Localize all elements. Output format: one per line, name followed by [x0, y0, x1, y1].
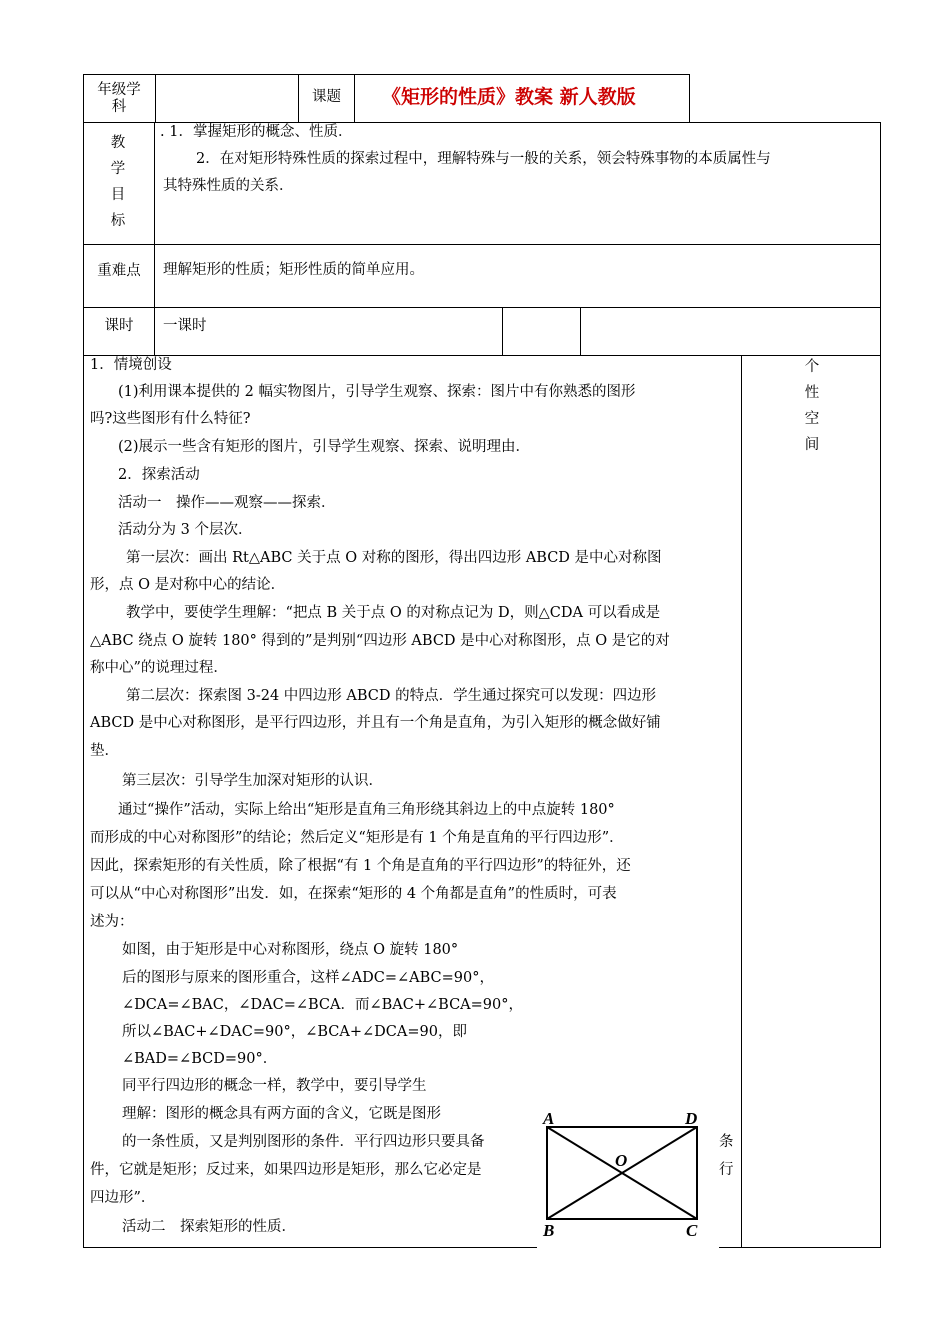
body-line: 活动二 探索矩形的性质．	[122, 1219, 296, 1235]
header-divider	[155, 74, 156, 123]
body-line: 同平行四边形的概念一样，教学中，要引导学生	[122, 1078, 427, 1094]
objectives-line: 其特殊性质的关系．	[163, 178, 294, 194]
objectives-label	[103, 130, 133, 234]
body-line: 所以∠BAC+∠DAC=90°，∠BCA+∠DCA=90，即	[122, 1024, 467, 1040]
body-line: 后的图形与原来的图形重合，这样∠ADC=∠ABC=90°，	[122, 970, 494, 986]
body-line: 述为：	[90, 914, 134, 930]
key-points-text: 理解矩形的性质；矩形性质的简单应用。	[163, 262, 424, 278]
body-line: 因此，探索矩形的有关性质，除了根据“有 1 个角是直角的平行四边形”的特征外，还	[90, 858, 631, 874]
grade-label	[84, 82, 154, 117]
objectives-label-char: 目	[110, 187, 126, 203]
periods-value: 一课时	[163, 318, 207, 334]
body-line: 形，点 O 是对称中心的结论．	[90, 577, 286, 593]
body-line: 而形成的中心对称图形”的结论；然后定义“矩形是有 1 个角是直角的平行四边形”．	[90, 830, 624, 846]
side-column-char: 性	[804, 385, 820, 401]
side-column-char: 个	[804, 359, 820, 375]
side-column-char: 间	[804, 437, 820, 453]
label-b: B	[543, 1221, 555, 1240]
row-divider	[83, 244, 881, 245]
periods-divider	[580, 307, 581, 356]
body-line: ABCD 是中心对称图形，是平行四边形，并且有一个角是直角，为引入矩形的概念做好铺	[90, 715, 661, 731]
lesson-title: 《矩形的性质》教案 新人教版	[382, 86, 636, 108]
body-line: 活动分为 3 个层次．	[118, 522, 253, 538]
body-line: ∠DCA=∠BAC，∠DAC=∠BCA．而∠BAC+∠BCA=90°，	[122, 997, 524, 1013]
body-line: 第三层次：引导学生加深对矩形的认识．	[122, 773, 383, 789]
body-line: 件，它就是矩形；反过来，如果四边形是矩形，那么它必定是	[90, 1162, 482, 1178]
periods-divider	[502, 307, 503, 356]
body-line: 1．情境创设	[90, 357, 172, 373]
objectives-label-char: 学	[110, 161, 126, 177]
row-divider	[83, 307, 881, 308]
objectives-line: 2．在对矩形特殊性质的探索过程中，理解特殊与一般的关系，领会特殊事物的本质属性与	[196, 151, 771, 167]
rectangle-figure	[537, 1106, 719, 1248]
body-line: 第一层次：画出 Rt△ABC 关于点 O 对称的图形，得出四边形 ABCD 是中心对称图	[126, 550, 662, 566]
header-divider	[354, 74, 355, 123]
side-column-divider	[741, 355, 742, 1248]
grade-label-line1: 年级学	[97, 82, 141, 98]
body-fragment: 行	[719, 1162, 734, 1178]
body-line: △ABC 绕点 O 旋转 180° 得到的”是判别“四边形 ABCD 是中心对称图形，点 O 是它的对	[90, 633, 670, 649]
info-label-divider	[154, 122, 155, 356]
body-line: 如图，由于矩形是中心对称图形，绕点 O 旋转 180°	[122, 942, 459, 958]
body-line: 称中心”的说理过程．	[90, 660, 228, 676]
body-line: ∠BAD=∠BCD=90°．	[122, 1051, 278, 1067]
objectives-label-char: 教	[110, 135, 126, 151]
periods-label: 课时	[104, 318, 134, 334]
side-column-label	[797, 354, 827, 458]
body-line: (1)利用课本提供的 2 幅实物图片，引导学生观察、探索：图片中有你熟悉的图形	[118, 384, 636, 400]
objectives-label-char: 标	[110, 213, 126, 229]
body-line: 四边形”．	[90, 1190, 156, 1206]
body-line: 理解：图形的概念具有两方面的含义，它既是图形	[122, 1106, 441, 1122]
body-line: 活动一 操作——观察——探索．	[118, 495, 336, 511]
label-d: D	[685, 1109, 698, 1128]
key-points-label: 重难点	[97, 263, 141, 279]
topic-label: 课题	[312, 89, 341, 105]
body-line: 通过“操作”活动，实际上给出“矩形是直角三角形绕其斜边上的中点旋转 180°	[118, 802, 615, 818]
label-c: C	[686, 1221, 698, 1240]
body-line: 可以从“中心对称图形”出发．如，在探索“矩形的 4 个角都是直角”的性质时，可表	[90, 886, 617, 902]
body-line: 的一条性质，又是判别图形的条件．平行四边形只要具备	[122, 1134, 485, 1150]
body-line: 第二层次：探索图 3-24 中四边形 ABCD 的特点．学生通过探究可以发现：四边形	[126, 688, 657, 704]
side-column-char: 空	[804, 411, 820, 427]
body-line: 吗?这些图形有什么特征?	[90, 411, 251, 427]
label-a: A	[543, 1109, 555, 1128]
body-line: (2)展示一些含有矩形的图片，引导学生观察、探索、说明理由．	[118, 439, 531, 455]
objectives-line: . 1．掌握矩形的概念、性质．	[160, 124, 353, 140]
grade-label-line2: 科	[111, 99, 127, 116]
body-line: 2．探索活动	[118, 467, 200, 483]
body-line: 教学中，要使学生理解：“把点 B 关于点 O 的对称点记为 D，则△CDA 可以看成是	[126, 605, 661, 621]
body-line: 垫．	[90, 743, 119, 759]
body-fragment: 条	[719, 1134, 734, 1150]
label-o: O	[615, 1151, 628, 1170]
